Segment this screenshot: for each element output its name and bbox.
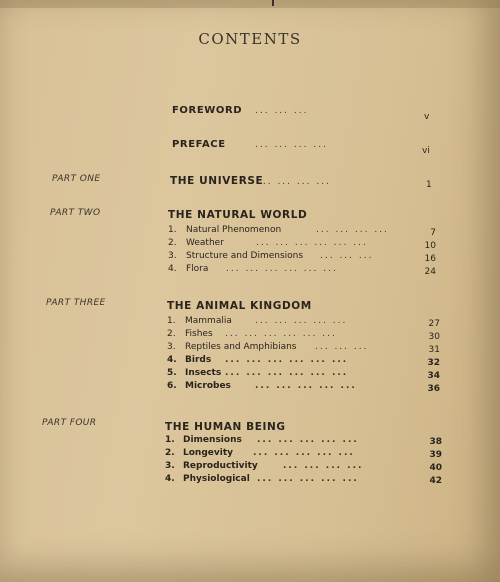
list-item [168,264,438,277]
preface-label: PREFACE [172,139,226,150]
entry-page: 31 [428,345,440,355]
part-two-title: THE NATURAL WORLD [168,209,308,221]
entry-dots: ... ... ... ... ... [253,448,355,458]
list-item [165,435,445,448]
list-item [167,329,442,342]
entry-dots: ... ... ... ... ... ... [256,238,368,248]
entry-dots: ... ... ... ... ... ... [226,264,338,274]
entry-page: 42 [429,476,442,486]
entry-page: 7 [430,228,436,238]
list-item [167,316,442,329]
entry-page: 36 [427,384,440,394]
entry-number: 4. [168,264,177,274]
entry-page: 10 [424,241,436,251]
foreword-dots: ... ... ... [255,106,309,116]
entry-number: 5. [167,368,177,378]
entry-number: 1. [167,316,176,326]
list-item [167,342,442,355]
list-item [167,368,442,381]
entry-number: 2. [165,448,175,458]
list-item [168,251,438,264]
entry-page: 38 [429,437,442,447]
entry-dots: ... ... ... ... ... ... [225,355,349,365]
entry-number: 2. [167,329,176,339]
part-four-title: THE HUMAN BEING [165,421,286,433]
entry-text: Weather [186,238,224,248]
part-four-label: PART FOUR [42,418,97,428]
part-three-title: THE ANIMAL KINGDOM [167,300,312,312]
part-one-label: PART ONE [52,174,101,184]
entry-page: 30 [428,332,440,342]
entry-text: Microbes [185,381,231,391]
entry-number: 3. [165,461,175,471]
entry-number: 4. [167,355,177,365]
entry-dots: ... ... ... [320,251,374,261]
entry-page: 39 [429,450,442,460]
preface-page: vi [422,146,430,156]
list-item [165,448,445,461]
entry-page: 16 [424,254,436,264]
entry-number: 3. [167,342,176,352]
entry-text: Dimensions [183,435,242,445]
entry-page: 27 [428,319,440,329]
entry-text: Physiological [183,474,250,484]
part-three-label: PART THREE [46,298,106,308]
entry-dots: ... ... ... [315,342,369,352]
entry-page: 32 [427,358,440,368]
entry-number: 2. [168,238,177,248]
entry-dots: ... ... ... ... ... [257,474,359,484]
entry-text: Longevity [183,448,233,458]
part-two-label: PART TWO [50,208,101,218]
page-top-edge [0,0,500,8]
part-one-page: 1 [426,180,432,190]
entry-text: Reptiles and Amphibians [185,342,297,352]
entry-number: 3. [168,251,177,261]
entry-dots: ... ... ... ... ... [255,381,357,391]
entry-text: Birds [185,355,212,365]
list-item [168,225,438,238]
entry-number: 1. [165,435,175,445]
entry-page: 40 [429,463,442,473]
entry-number: 1. [168,225,177,235]
page-title: CONTENTS [198,30,302,48]
entry-dots: ... ... ... ... ... [255,316,348,326]
entry-dots: ... ... ... ... ... ... [225,368,349,378]
entry-text: Structure and Dimensions [186,251,304,261]
list-item [167,355,442,368]
entry-text: Mammalia [185,316,232,326]
entry-text: Reproductivity [183,461,258,471]
entry-page: 24 [424,267,436,277]
entry-text: Natural Phenomenon [186,225,282,235]
entry-text: Fishes [185,329,213,339]
foreword-label: FOREWORD [172,105,243,116]
list-item [165,461,445,474]
entry-page: 34 [427,371,440,381]
entry-dots: ... ... ... ... ... [257,435,359,445]
entry-dots: ... ... ... ... [283,461,364,471]
list-item [168,238,438,251]
entry-dots: ... ... ... ... ... ... [225,329,337,339]
entry-text: Insects [185,368,222,378]
list-item [165,474,445,487]
entry-dots: ... ... ... ... [316,225,389,235]
preface-dots: ... ... ... ... [255,140,328,150]
part-one-title: THE UNIVERSE [170,175,264,187]
list-item [167,381,442,394]
part-one-dots: ... ... ... ... [258,177,331,187]
entry-number: 4. [165,474,175,484]
entry-number: 6. [167,381,177,391]
page-mark [272,0,274,6]
foreword-page: v [424,112,430,122]
entry-text: Flora [186,264,209,274]
